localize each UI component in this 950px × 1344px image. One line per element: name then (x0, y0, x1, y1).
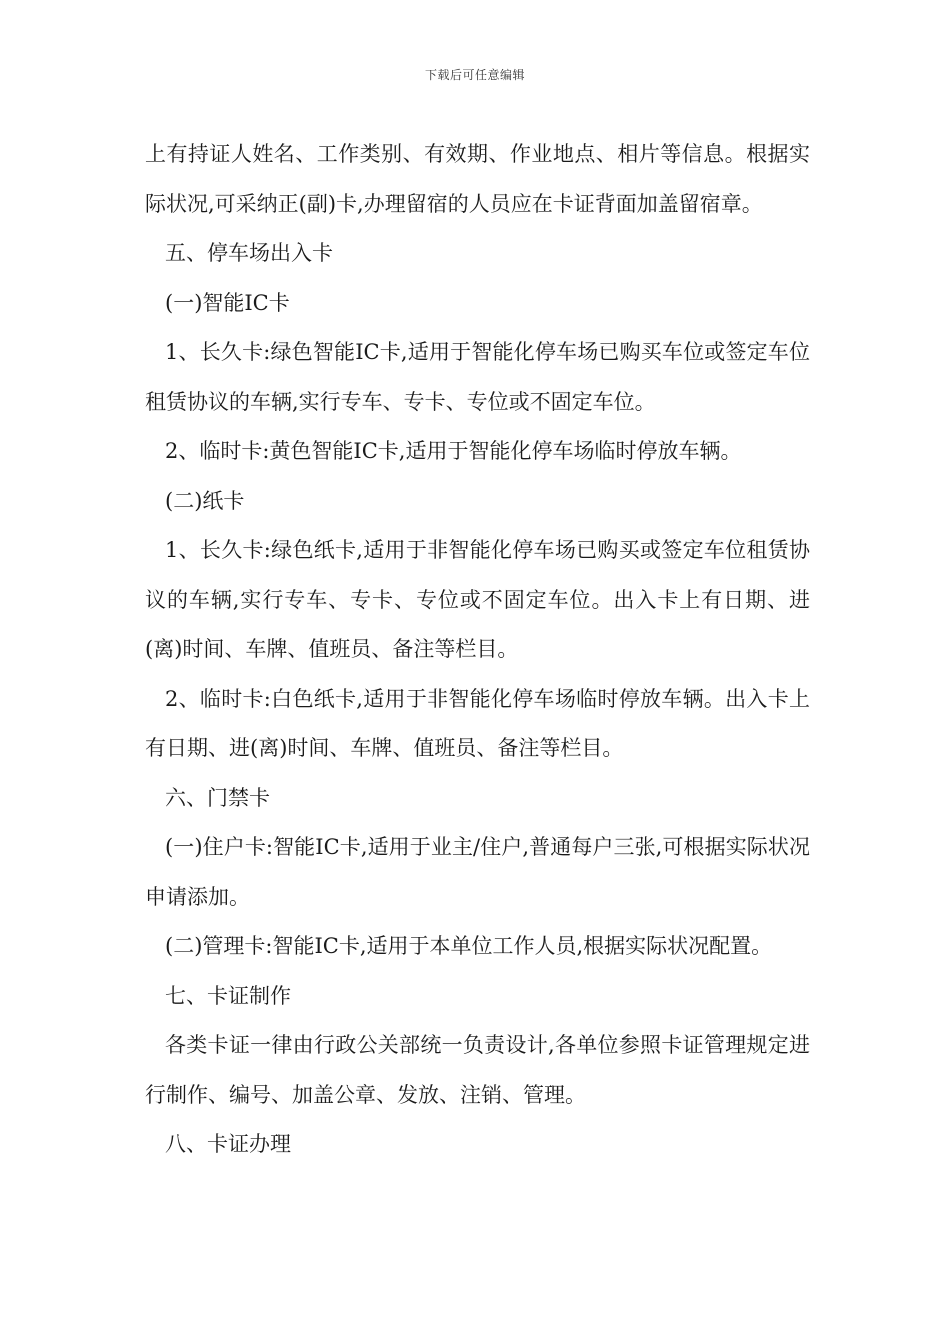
section-heading-8: 八、卡证办理 (165, 1132, 291, 1156)
paragraph-temporary-ic-card: 2、临时卡:黄色智能IC卡,适用于智能化停车场临时停放车辆。 (165, 439, 742, 463)
paragraph-temporary-paper-card: 2、临时卡:白色纸卡,适用于非智能化停车场临时停放车辆。出入卡上有日期、进(离)时间、车牌、值班员、备注等栏目。 (145, 686, 810, 760)
document-body (145, 130, 810, 1170)
paragraph-resident-card: (一)住户卡:智能IC卡,适用于业主/住户,普通每户三张,可根据实际状况申请添加。 (145, 835, 810, 909)
paragraph-management-card: (二)管理卡:智能IC卡,适用于本单位工作人员,根据实际状况配置。 (165, 934, 773, 958)
paragraph-1: 上有持证人姓名、工作类别、有效期、作业地点、相片等信息。根据实际状况,可采纳正(副)卡,办理留宿的人员应在卡证背面加盖留宿章。 (145, 142, 810, 216)
subheading-paper-card: (二)纸卡 (165, 488, 245, 513)
paragraph-card-production: 各类卡证一律由行政公关部统一负责设计,各单位参照卡证管理规定进行制作、编号、加盖公章、发放、注销、管理。 (145, 1033, 810, 1107)
section-heading-5: 五、停车场出入卡 (165, 241, 333, 265)
page-header: 下载后可任意编辑 (424, 68, 525, 82)
paragraph-permanent-paper-card: 1、长久卡:绿色纸卡,适用于非智能化停车场已购买或签定车位租赁协议的车辆,实行专车、专卡、专位或不固定车位。出入卡上有日期、进(离)时间、车牌、值班员、备注等栏目。 (145, 538, 810, 661)
subheading-smart-ic-card: (一)智能IC卡 (165, 290, 290, 315)
section-heading-7: 七、卡证制作 (165, 983, 291, 1008)
section-heading-6: 六、门禁卡 (165, 785, 270, 810)
paragraph-permanent-ic-card: 1、长久卡:绿色智能IC卡,适用于智能化停车场已购买车位或签定车位租赁协议的车辆,实行专车、专卡、专位或不固定车位。 (145, 340, 810, 414)
